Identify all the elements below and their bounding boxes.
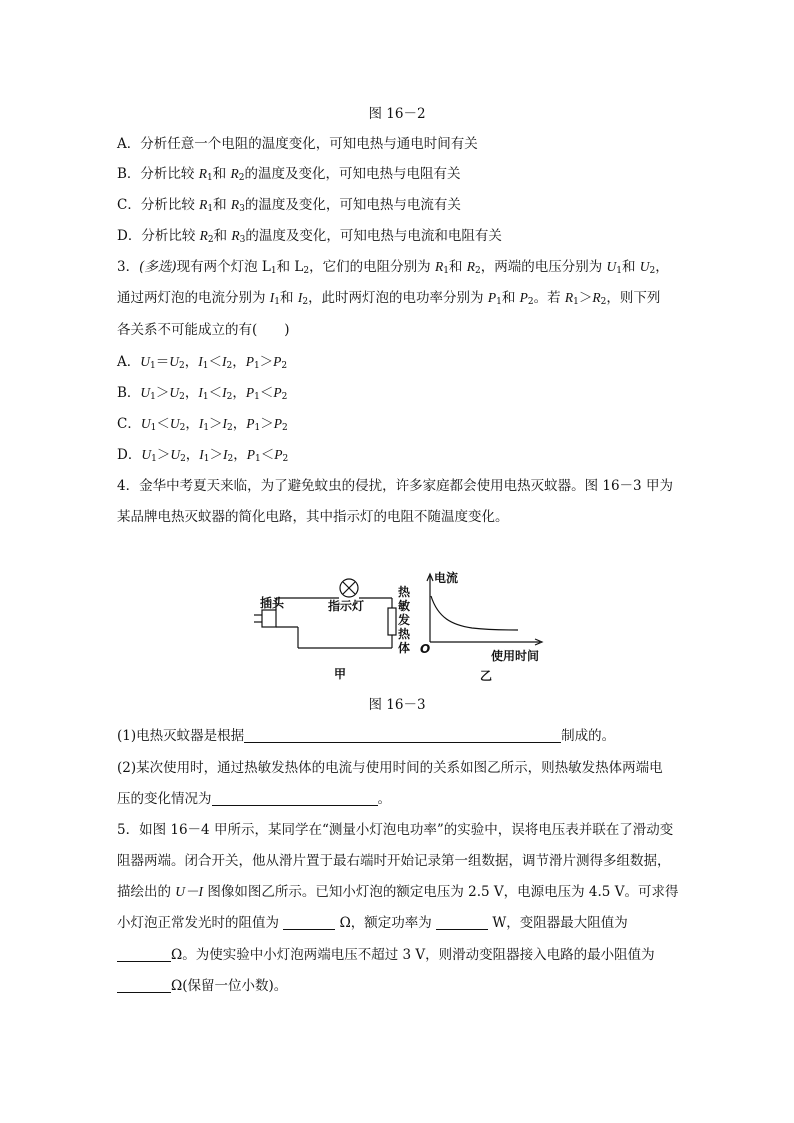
x-axis-label: 使用时间 <box>491 649 540 663</box>
lamp-label: 指示灯 <box>328 599 365 613</box>
q5-line-6: Ω(保留一位小数)。 <box>117 976 287 996</box>
origin-label: O <box>420 642 431 656</box>
answer-blank[interactable] <box>244 728 561 743</box>
svg-text:体: 体 <box>398 641 411 655</box>
answer-blank[interactable] <box>117 978 171 993</box>
q3-option-c: C．$U_1<U_2$，$I_1>I_2$，$P_1>P_2$ <box>117 416 288 433</box>
indicator-lamp-icon <box>340 579 358 597</box>
q5-line-5: Ω。为使实验中小灯泡两端电压不超过 3 V，则滑动变阻器接入电路的最小阻值为 <box>117 945 655 965</box>
q2-option-c: C．分析比较 $R_1$和 $R_3$的温度及变化，可知电热与电流有关 <box>117 197 461 214</box>
current-curve <box>431 596 518 630</box>
y-axis-label: 电流 <box>434 571 459 585</box>
answer-blank[interactable] <box>117 947 171 962</box>
q5-line-1: 5．如图 16－4 甲所示，某同学在“测量小灯泡电功率”的实验中，误将电压表并联在了滑动变 <box>117 822 674 838</box>
label-yi: 乙 <box>480 669 493 683</box>
q2-option-d: D．分析比较 $R_2$和 $R_3$的温度及变化，可知电热与电流和电阻有关 <box>117 228 502 245</box>
q4-line-1: 4．金华中考夏天来临，为了避免蚊虫的侵扰，许多家庭都会使用电热灭蚊器。图 16－3 甲为 <box>117 478 673 494</box>
q5-line-3: 描绘出的 U－I 图像如图乙所示。已知小灯泡的额定电压为 2.5 V，电源电压为 4.5 V。可求得 <box>117 884 679 900</box>
figure-16-2-caption: 图 16－2 <box>368 106 426 122</box>
q3-line-3: 各关系不可能成立的有( ) <box>117 322 290 338</box>
svg-text:发: 发 <box>398 613 411 627</box>
svg-text:热: 热 <box>398 585 411 599</box>
q3-option-d: D．$U_1>U_2$，$I_1>I_2$，$P_1<P_2$ <box>117 447 289 464</box>
q4-part-1: (1)电热灭蚊器是根据 制成的。 <box>117 728 616 744</box>
answer-blank[interactable] <box>212 791 378 806</box>
label-jia: 甲 <box>334 667 347 681</box>
q3-option-a: A．$U_1=U_2$，$I_1<I_2$，$P_1>P_2$ <box>117 354 288 371</box>
q4-line-2: 某品牌电热灭蚊器的简化电路，其中指示灯的电阻不随温度变化。 <box>117 509 509 525</box>
q4-part-2-line-2: 压的变化情况为 。 <box>117 791 391 807</box>
figure-16-3-caption: 图 16－3 <box>368 697 426 713</box>
q4-part-2-line-1: (2)某次使用时，通过热敏发热体的电流与使用时间的关系如图乙所示，则热敏发热体两端电 <box>117 760 663 776</box>
q3-line-2: 通过两灯泡的电流分别为 $I_1$和 $I_2$，此时两灯泡的电功率分别为 $P_1$和 $P_2$。若 $R_1>R_2$，则下列 <box>117 290 661 307</box>
q3-line-1: 3．(多选)现有两个灯泡 $L_1$和 $L_2$，它们的电阻分别为 $R_1$和 $R_2$，两端的电压分别为 $U_1$和 $U_2$， <box>117 259 669 276</box>
heater-label <box>397 584 411 655</box>
q3-option-b: B．$U_1>U_2$，$I_1<I_2$，$P_1<P_2$ <box>117 385 288 402</box>
svg-text:热: 热 <box>398 627 411 641</box>
q5-line-4: 小灯泡正常发光时的阻值为 Ω，额定功率为 W，变阻器最大阻值为 <box>117 915 628 931</box>
answer-blank[interactable] <box>436 915 488 930</box>
plug-label: 插头 <box>260 596 285 610</box>
q2-option-a: A．分析任意一个电阻的温度变化，可知电热与通电时间有关 <box>117 136 478 152</box>
q5-line-2: 阻器两端。闭合开关，他从滑片置于最右端时开始记录第一组数据，调节滑片测得多组数据， <box>117 853 671 869</box>
svg-text:敏: 敏 <box>398 599 411 613</box>
answer-blank[interactable] <box>283 915 335 930</box>
figure-16-3-diagram <box>250 570 560 686</box>
q2-option-b: B．分析比较 $R_1$和 $R_2$的温度及变化，可知电热与电阻有关 <box>117 166 461 183</box>
